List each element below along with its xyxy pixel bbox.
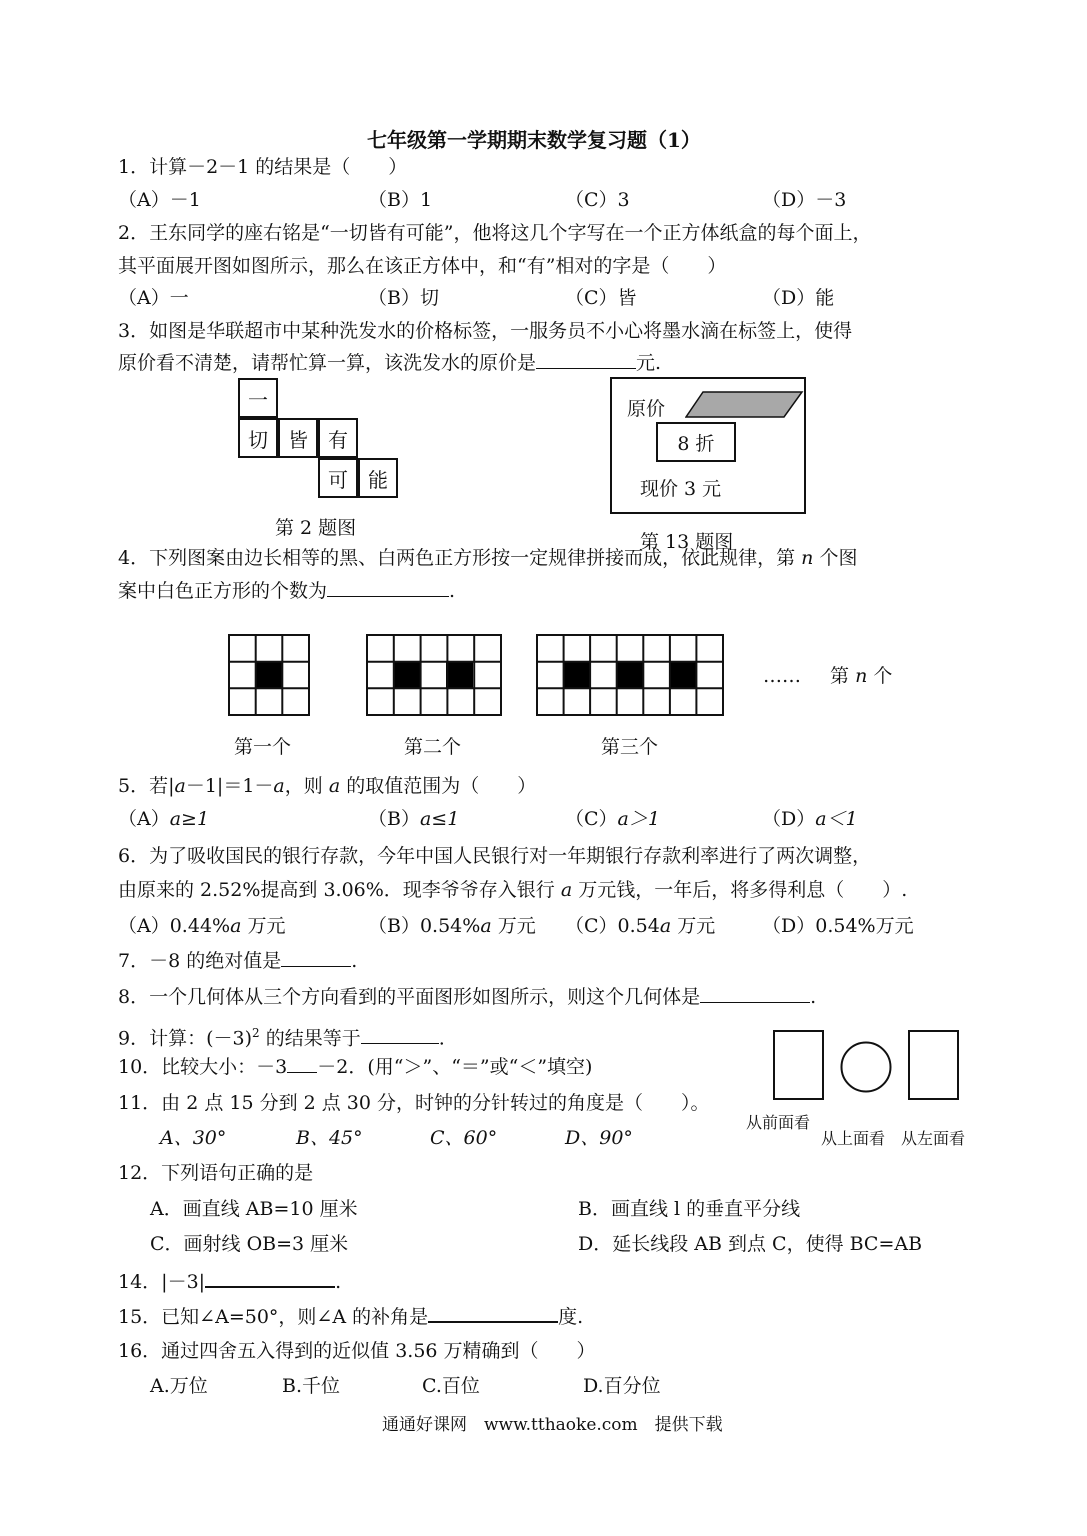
q9-end: . [438,1027,445,1050]
q5-option-a-label: （A） [118,808,170,830]
q9-line [118,1022,445,1049]
q14-text: 14．|－3| [118,1271,206,1293]
q4-line1-end: 个图 [819,547,858,569]
q12-option-b: B．画直线 l 的垂直平分线 [578,1198,801,1220]
q3-line1: 3．如图是华联超市中某种洗发水的价格标签，一服务员不小心将墨水滴在标签上，使得 [118,320,853,342]
q5-option-b-label: （B） [368,808,420,830]
net-caption: 第 2 题图 [275,517,357,539]
q6-line2-post: 万元钱，一年后，将多得利息（ ）. [578,879,908,901]
front-view-label: 从前面看 [746,1113,811,1132]
q11-option-b: B、45° [296,1127,363,1149]
q6-line2 [118,879,907,901]
q11-stem: 11．由 2 点 15 分到 2 点 30 分，时钟的分针转过的角度是（ ）。 [118,1092,710,1114]
pattern-nth-label [830,665,892,687]
q5-option-b [368,808,459,830]
q10-answer-blank[interactable] [287,1056,317,1073]
q3-line2 [118,352,661,374]
q5-option-a-text: a≥1 [169,808,210,830]
q11-option-a: A、30° [160,1127,227,1149]
q12-option-d: D．延长线段 AB 到点 C，使得 BC=AB [578,1233,923,1255]
left-view-rectangle [908,1030,959,1100]
q6-option-c [565,915,715,937]
q8-line [118,986,816,1008]
q15-text: 15．已知∠A=50°，则∠A 的补角是 [118,1306,429,1328]
q6-option-b-var: a [480,915,492,937]
q3-line2-text: 原价看不清楚，请帮忙算一算，该洗发水的原价是 [118,352,537,374]
net-cell-1: 一 [238,378,278,418]
q6-line1: 6．为了吸收国民的银行存款，今年中国人民银行对一年期银行存款利率进行了两次调整， [118,845,872,867]
q7-text: 7．－8 的绝对值是 [118,950,282,972]
q5-option-b-text: a≤1 [419,808,460,830]
pattern-nth-n: n [855,665,868,687]
q2-option-a: （A）一 [118,287,189,309]
q5-stem-pre: 5．若| [118,775,175,797]
q12-option-a: A．画直线 AB=10 厘米 [150,1198,358,1220]
net-cell-4: 有 [318,418,358,458]
q10-end: －2．(用“＞”、“＝”或“＜”填空) [317,1056,593,1078]
price-tag-original-label: 原价 [627,398,666,420]
tag-caption: 第 13 题图 [640,531,734,553]
q1-stem: 1．计算－2－1 的结果是（ ） [118,156,408,178]
q10-text: 10．比较大小：－3 [118,1056,288,1078]
pattern-caption-1: 第一个 [234,736,292,758]
q14-end: . [335,1271,342,1293]
q14-line [118,1270,341,1293]
q4-n-variable: n [801,547,814,569]
q5-stem-mid1: －1|＝1－ [185,775,274,797]
pattern-ellipsis: …… [763,665,801,687]
pattern-nth-pre: 第 [830,665,850,687]
q16-option-c: C.百位 [422,1375,480,1397]
q1-option-d: （D）－3 [762,189,847,211]
q2-option-c: （C）皆 [565,287,637,309]
q2-option-d: （D）能 [762,287,835,309]
page-title: 七年级第一学期期末数学复习题（1） [367,128,701,152]
pattern-caption-2: 第二个 [404,736,462,758]
q9-exponent: 2 [252,1026,260,1040]
q6-option-a [118,915,285,937]
q15-line [118,1305,583,1328]
q1-option-c: （C）3 [565,189,630,211]
q6-option-c-var: a [659,915,672,937]
q14-answer-blank[interactable] [205,1270,335,1288]
q6-line2-pre: 由原来的 2.52%提高到 3.06%．现李爷爷存入银行 [118,879,555,901]
left-view-label: 从左面看 [901,1129,966,1148]
q7-line [118,950,357,972]
q6-option-c-post: 万元 [677,915,716,937]
q4-line1 [118,547,857,569]
net-cell-2: 切 [238,418,278,458]
q12-option-c: C．画射线 OB=3 厘米 [150,1233,349,1255]
pattern-caption-3: 第三个 [601,736,659,758]
price-tag-current: 现价 3 元 [640,478,722,500]
q5-var-a2: a [273,775,285,797]
q1-option-b: （B）1 [368,189,433,211]
q6-option-a-post: 万元 [247,915,286,937]
pattern-2 [366,634,504,718]
q3-line2-unit: 元. [636,352,662,374]
q15-end: 度. [558,1306,584,1328]
pattern-3 [536,634,725,718]
q16-option-d: D.百分位 [583,1375,661,1397]
top-view-label: 从上面看 [821,1129,886,1148]
q15-answer-blank[interactable] [428,1305,558,1323]
q11-option-d: D、90° [565,1127,633,1149]
q7-end: . [351,950,358,972]
q6-option-b-post: 万元 [497,915,536,937]
net-cell-5: 可 [318,458,358,498]
q4-line2-end: . [449,580,456,602]
q7-answer-blank[interactable] [281,950,351,967]
q6-option-a-pre: （A）0.44% [118,915,231,937]
q16-option-b: B.千位 [282,1375,341,1397]
q5-stem [118,775,536,797]
q8-answer-blank[interactable] [700,986,810,1003]
q5-option-c-text: a＞1 [617,808,660,830]
q1-option-a: （A）－1 [118,189,201,211]
q9-text: 9．计算：(－3) [118,1027,253,1050]
ink-blot-parallelogram [685,391,805,419]
q5-option-c [565,808,660,830]
q5-var-a3: a [328,775,341,797]
q5-option-d-text: a＜1 [815,808,858,830]
q10-line [118,1056,592,1078]
q5-stem-mid2: ，则 [284,775,323,797]
q2-option-b: （B）切 [368,287,439,309]
q6-option-d: （D）0.54%万元 [762,915,914,937]
q6-var-a: a [560,879,573,901]
q5-option-d-label: （D） [762,808,816,830]
q2-line1: 2．王东同学的座右铭是“一切皆有可能”，他将这几个字写在一个正方体纸盒的每个面上， [118,222,872,244]
q5-stem-post: 的取值范围为（ ） [346,775,537,797]
q9-mid: 的结果等于 [259,1027,361,1050]
q3-answer-blank[interactable] [536,352,636,369]
q6-option-a-var: a [230,915,242,937]
q2-line2: 其平面展开图如图所示，那么在该正方体中，和“有”相对的字是（ ） [118,255,727,277]
q16-option-a: A.万位 [150,1375,208,1397]
net-cell-6: 能 [358,458,398,498]
discount-box: 8 折 [656,422,736,462]
q5-option-a [118,808,209,830]
q8-end: . [810,986,817,1008]
q6-option-b [368,915,536,937]
q9-answer-blank[interactable] [361,1027,439,1044]
q6-option-c-pre: （C）0.54 [565,915,660,937]
q5-var-a1: a [174,775,186,797]
footer-text: 通通好课网 www.tthaoke.com 提供下载 [382,1415,723,1435]
pattern-nth-post: 个 [873,665,893,687]
q8-text: 8．一个几何体从三个方向看到的平面图形如图所示，则这个几何体是 [118,986,701,1008]
q11-option-c: C、60° [430,1127,498,1149]
pattern-1 [228,634,312,718]
q12-stem: 12．下列语句正确的是 [118,1162,314,1184]
q4-line2-text: 案中白色正方形的个数为 [118,580,328,602]
q4-answer-blank[interactable] [327,580,449,597]
q6-option-b-pre: （B）0.54% [368,915,481,937]
front-view-rectangle [773,1030,824,1100]
q4-line2 [118,580,455,602]
q5-option-d [762,808,858,830]
q16-stem: 16．通过四舍五入得到的近似值 3.56 万精确到（ ） [118,1340,596,1362]
q5-option-c-label: （C） [565,808,618,830]
q4-line1-text: 4．下列图案由边长相等的黑、白两色正方形按一定规律拼接而成，依此规律，第 [118,547,796,569]
top-view-circle [840,1041,892,1093]
net-cell-3: 皆 [278,418,318,458]
